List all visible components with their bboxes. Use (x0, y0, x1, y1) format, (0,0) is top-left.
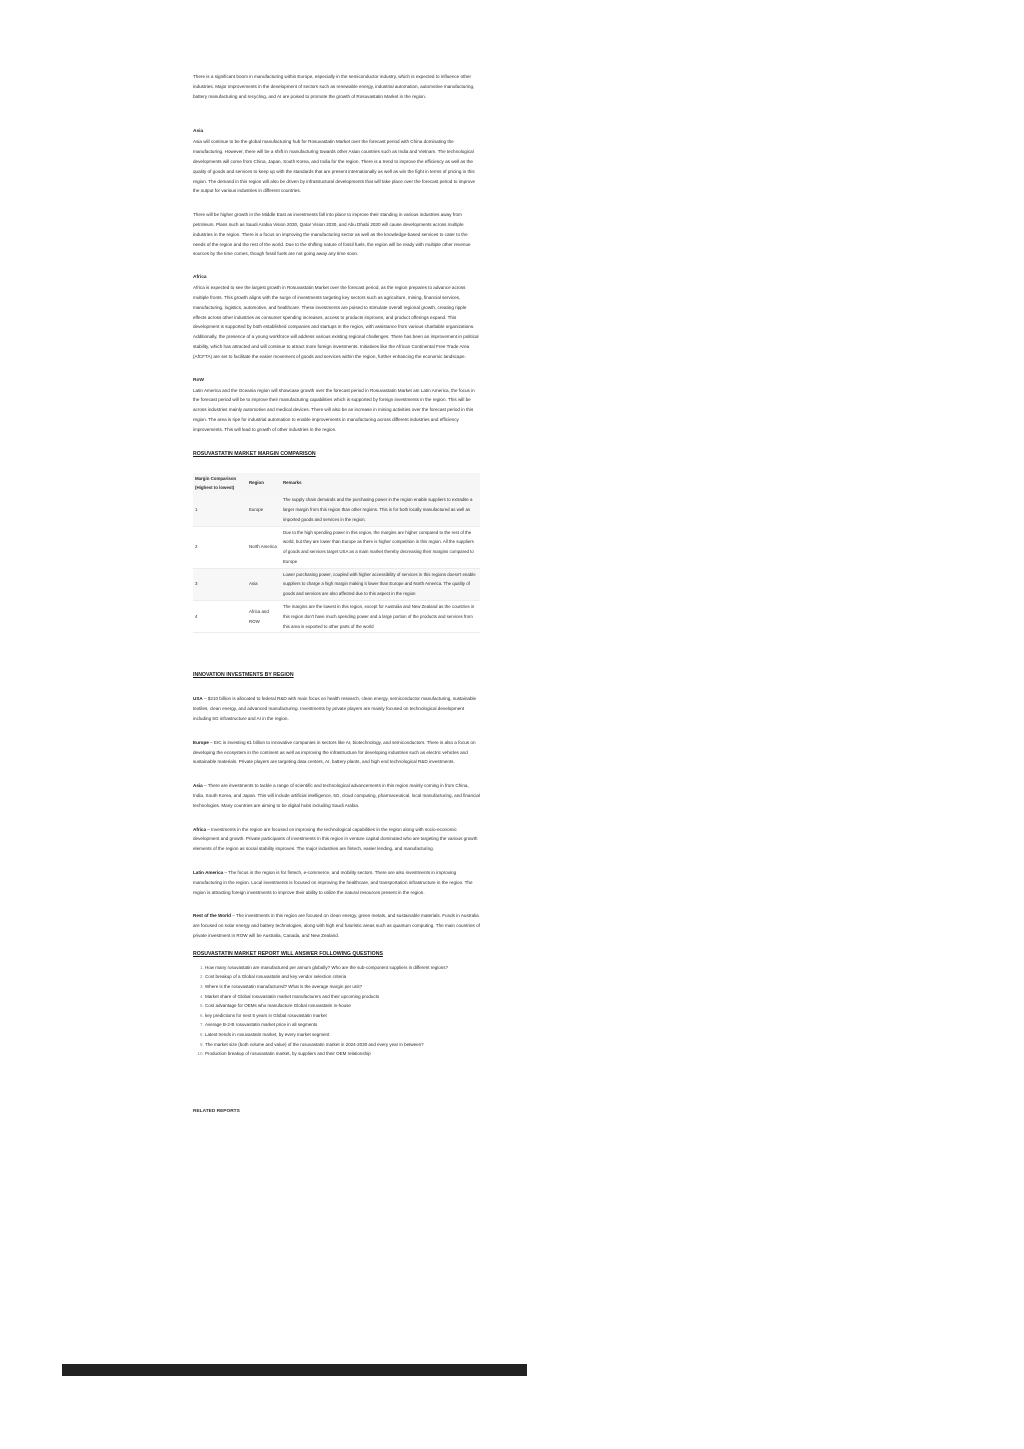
margin-section-title: ROSUVASTATIN MARKET MARGIN COMPARISON (193, 450, 316, 457)
innovation-label: USA (193, 696, 203, 702)
innovation-label: Europe (193, 739, 209, 745)
innovation-europe (193, 738, 480, 767)
header-region: Region (249, 480, 264, 486)
remarks-cell: The margins are the lowest in this region, except for Australia and New Zealand as the countries in this region don't have much spending power and a large portion of the products and services from this area is exported to other parts of the world (283, 604, 475, 629)
region-cell: Europe (249, 506, 264, 512)
questions-list (193, 963, 480, 1059)
footer-bar (62, 1364, 527, 1376)
list-item: 10. Production breakup of rosuvastatin market, by suppliers and their OEM relationship (205, 1049, 480, 1059)
asia-paragraph: Asia will continue to be the global manufacturing hub for Rosuvastatin Market over the forecast period with China dominating the manufacturing. However, there will be a shift in manufacturing towards other Asian countries such as India and Vietnam. The technological developments will come from China, Japan, South Korea, and India for the region. There is a trend to improve the efficiency as well as the quality of goods and services to keep up with the standards that are present internationally as well as win the fight in terms of pricing in this region. The demand in this region will also be driven by infrastructural developments that will take place over the forecast period to improve the output for various industries in different countries. (193, 139, 476, 194)
list-item: 8. Latest trends in rosuvastatin market, by every market segment (205, 1030, 480, 1040)
innovation-label: Latin America (193, 870, 224, 876)
header-remarks: Remarks (283, 480, 302, 486)
africa-heading: Africa (193, 275, 207, 281)
table-row (193, 568, 480, 600)
innovation-text: – EIC is investing €1 billion to innovative companies in sectors like AI, biotechnology, and semiconductors. There is also a focus on developing the ecosystem in the continent as well as improving the infrastructure for developing industries such as electric vehicles and sustainable materials. Private players are targeting data centers, AI, battery plants, and high end technological R&D investments. (193, 739, 476, 765)
innovation-label: Africa (193, 826, 207, 832)
header-margin: Margin Comparison (Highest to lowest) (195, 475, 237, 491)
innovation-text: – $210 billion is allocated to federal R&D with main focus on health research, clean energy, semiconductor manufacturing, sustainable textiles, clean energy, and advanced manufacturing. Investments by private players are mainly focused on technological development including 5G infrastructure and AI in the region. (193, 696, 477, 722)
innovation-text: – The focus in the region is for fintech, e-commerce, and mobility sectors. There are also investments in improving manufacturing in the region. Local investments is focused on improving the healthcare, and transportation infrastructure in the region. The region is attracting foreign investments to improve their ability to utilize the natural resources present in the region. (193, 870, 473, 895)
region-cell: North America (249, 544, 277, 550)
rank-cell: 1 (195, 506, 198, 512)
innovation-text: – There are investments to tackle a range of scientific and technological advancements in this region mainly coming in from China, India, South Korea, and Japan. This will include artificial intelligence, 5G, cloud computing, pharmaceutical, local manufacturing, and financial technologies. Many countries are aiming to be digital hubs including Saudi Arabia. (193, 783, 480, 808)
row-paragraph: Latin America and the Oceania region will showcase growth over the forecast period in Rosuvastatin Market aIn Latin America, the focus in the forecast period will be to improve their manufacturing capabilities which is supported by foreign investments in the region. This will be across industries mainly automotive and medical devices. There will also be an increase in mining activities over the forecast period in this region. The area is ripe for industrial automation to enable improvements in manufacturing across different industries and efficiency improvements. This will lead to growth of other industries in the region. (193, 387, 475, 432)
region-cell: Asia (249, 581, 258, 587)
innovation-asia (193, 781, 480, 810)
rank-cell: 3 (195, 581, 198, 587)
list-item: 4. Market share of Global rosuvastatin market manufacturers and their upcoming products (205, 992, 480, 1002)
rank-cell: 2 (195, 544, 198, 550)
innovation-usa (193, 694, 480, 723)
related-reports-heading: RELATED REPORTS (193, 1108, 240, 1114)
rank-cell: 4 (195, 613, 198, 619)
region-cell: Africa and ROW (249, 608, 269, 624)
table-header-row (193, 473, 480, 495)
asia-heading: Asia (193, 129, 204, 135)
remarks-cell: Due to the high spending power in this region, the margins are higher compared to the rest of the world, but they are lower than Europe as there is higher competition in this region. All the suppliers of goods and services target USA as a main market thereby decreasing their margins compared to Europe (283, 529, 474, 564)
list-item: 5. Cost advantage for OEMs who manufacture Global rosuvastatin in-house (205, 1001, 480, 1011)
table-row (193, 601, 480, 633)
innovation-text: – Investments in the region are focused on improving the technological capabilities in the region along with socio-economic development and growth. Private participants of investments in this region in venture capital dominated who are targeting the various growth elements of the region as social stability improves. The major industries are fintech, easier lending, and manufacturing. (193, 826, 478, 852)
table-row (193, 526, 480, 568)
table-row (193, 494, 480, 526)
innovation-text: – The investments in this region are focused on clean energy, green metals, and sustainable materials. Funds in Australia are focused on solar energy and battery technologies, along with high end futuristic areas such as quantum computing. The main countries of private investment in ROW will be Australia, Canada, and New Zealand. (193, 913, 480, 939)
list-item: 2. Cost breakup of a Global rosuvastatin and key vendor selection criteria (205, 972, 480, 982)
innovation-label: Rest of the World (193, 913, 231, 919)
innovation-latin-america (193, 868, 480, 897)
article-body (193, 72, 480, 1117)
innovation-label: Asia (193, 783, 203, 789)
questions-section-title: ROSUVASTATIN MARKET REPORT WILL ANSWER FOLLOWING QUESTIONS (193, 950, 383, 957)
list-item: 3. Where is the rosuvastatin manufactured? What is the average margin per unit? (205, 982, 480, 992)
remarks-cell: The supply chain demands and the purchasing power in the region enable suppliers to extradite a larger margin from this region than other regions. This is for both locally manufactured as well as imported goods and services in the region. (283, 497, 473, 522)
remarks-cell: Lower purchasing power, coupled with higher accessibility of services in this regions doesn't enable suppliers to charge a high margin making it lower than Europe and North America. The quality of goods and services are also affected due to this aspect in the region (283, 571, 476, 597)
list-item: 1. How many rosuvastatin are manufactured per annum globally? Who are the sub-component suppliers in different regions? (205, 963, 480, 973)
innovation-africa (193, 825, 480, 854)
row-heading: RoW (193, 377, 204, 383)
margin-comparison-table (193, 473, 480, 634)
list-item: 7. Average B-2-B rosuvastatin market price in all segments (205, 1020, 480, 1030)
africa-paragraph: Africa is expected to see the largest growth in Rosuvastatin Market over the forecast period, as the region prepares to advance across multiple fronts. This growth aligns with the surge of investments targeting key sectors such as agriculture, mining, financial services, manufacturing, logistics, automotive, and healthcare. These investments are poised to stimulate overall regional growth, creating ripple effects across other industries as consumer spending increases, access to products improves, and product offerings expand. This development is supported by both established companies and startups in the region, with assistance from various charitable organizations. Additionally, the presence of a young workforce will address various existing regional challenges. There has been an improvement in political stability, which has attracted and will continue to attract more foreign investments. Initiatives like the African Continental Free Trade Area (AfCFTA) are set to facilitate the easier movement of goods and services within the region, further enhancing the economic landscape. (193, 285, 479, 359)
europe-paragraph: There is a significant boom in manufacturing within Europe, especially in the semiconductor industry, which is expected to influence other industries. Major improvements in the development of sectors such as renewable energy, industrial automation, automotive manufacturing, battery manufacturing and recycling, and AI are poised to promote the growth of Rosuvastatin Market in the region. (193, 74, 475, 99)
middle-east-paragraph: There will be higher growth in the Middle East as investments fall into place to improve their standing in various industries away from petroleum. Plans such as Saudi Arabia Vision 2030, Qatar Vision 2030, and Abu Dhabi 2030 will cause developments across multiple industries in the region. There is a focus on improving the manufacturing sector as well as the knowledge-based services to cater to the needs of the region and the rest of the world. Due to the shifting nature of fossil fuels, the region will be ready with multiple other revenue sources by the time comes, though fossil fuels are not going away any time soon. (193, 212, 471, 257)
list-item: 9. The market size (both volume and value) of the rosuvastatin market in 2024-2030 and every year in between? (205, 1040, 480, 1050)
innovation-section-title: INNOVATION INVESTMENTS BY REGION (193, 672, 294, 679)
innovation-rest-of-world (193, 911, 480, 940)
list-item: 6. key predictions for next 5 years in Global rosuvastatin market (205, 1011, 480, 1021)
